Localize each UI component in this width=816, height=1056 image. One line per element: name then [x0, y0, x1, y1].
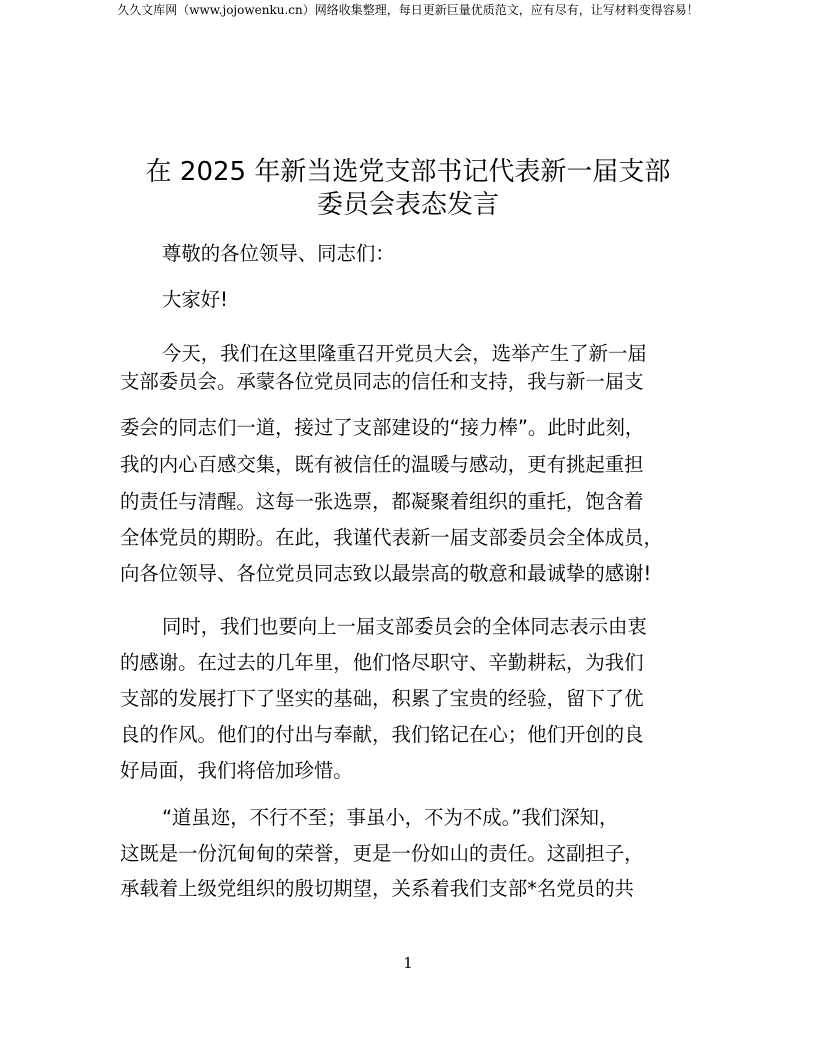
- paragraph-1-line: 向各位领导、各位党员同志致以最崇高的敬意和最诚挚的感谢!: [120, 562, 652, 585]
- paragraph-1-line: 支部委员会。承蒙各位党员同志的信任和支持，我与新一届支: [120, 370, 644, 393]
- paragraph-1-line: 我的内心百感交集，既有被信任的温暖与感动，更有挑起重担: [120, 453, 644, 476]
- paragraph-3-line: 这既是一份沉甸甸的荣誉，更是一份如山的责任。这副担子，: [120, 842, 644, 865]
- paragraph-1-line: 全体党员的期盼。在此，我谨代表新一届支部委员会全体成员，: [120, 526, 663, 549]
- paragraph-1-line: 的责任与清醒。这每一张选票，都凝聚着组织的重托，饱含着: [120, 490, 644, 513]
- paragraph-3-line: “道虽迩，不行不至；事虽小，不为不成。”我们深知，: [162, 806, 619, 829]
- greeting: 大家好!: [162, 288, 228, 311]
- paragraph-2-line: 同时，我们也要向上一届支部委员会的全体同志表示由衷: [162, 615, 647, 638]
- page-number: 1: [403, 954, 413, 972]
- paragraph-1-line: 委会的同志们一道，接过了支部建设的“接力棒”。此时此刻，: [120, 416, 645, 439]
- paragraph-2-line: 良的作风。他们的付出与奉献，我们铭记在心；他们开创的良: [120, 723, 644, 746]
- salutation: 尊敬的各位领导、同志们：: [162, 242, 395, 265]
- paragraph-3-line: 承载着上级党组织的殷切期望，关系着我们支部*名党员的共: [120, 877, 634, 900]
- paragraph-2-line: 的感谢。在过去的几年里，他们恪尽职守、辛勤耕耘，为我们: [120, 651, 644, 674]
- paragraph-1-line: 今天，我们在这里隆重召开党员大会，选举产生了新一届: [162, 342, 647, 365]
- document-title: [110, 156, 706, 222]
- title-line-1: 在 2025 年新当选党支部书记代表新一届支部: [145, 157, 671, 187]
- title-line-2: 委员会表态发言: [316, 190, 499, 220]
- page-header-note: 久久文库网（www.jojowenku.cn）网络收集整理，每日更新巨量优质范文，应有尽有，让写材料变得容易！: [117, 3, 699, 17]
- paragraph-2-line: 支部的发展打下了坚实的基础，积累了宝贵的经验，留下了优: [120, 687, 644, 710]
- paragraph-2-line: 好局面，我们将倍加珍惜。: [120, 759, 353, 782]
